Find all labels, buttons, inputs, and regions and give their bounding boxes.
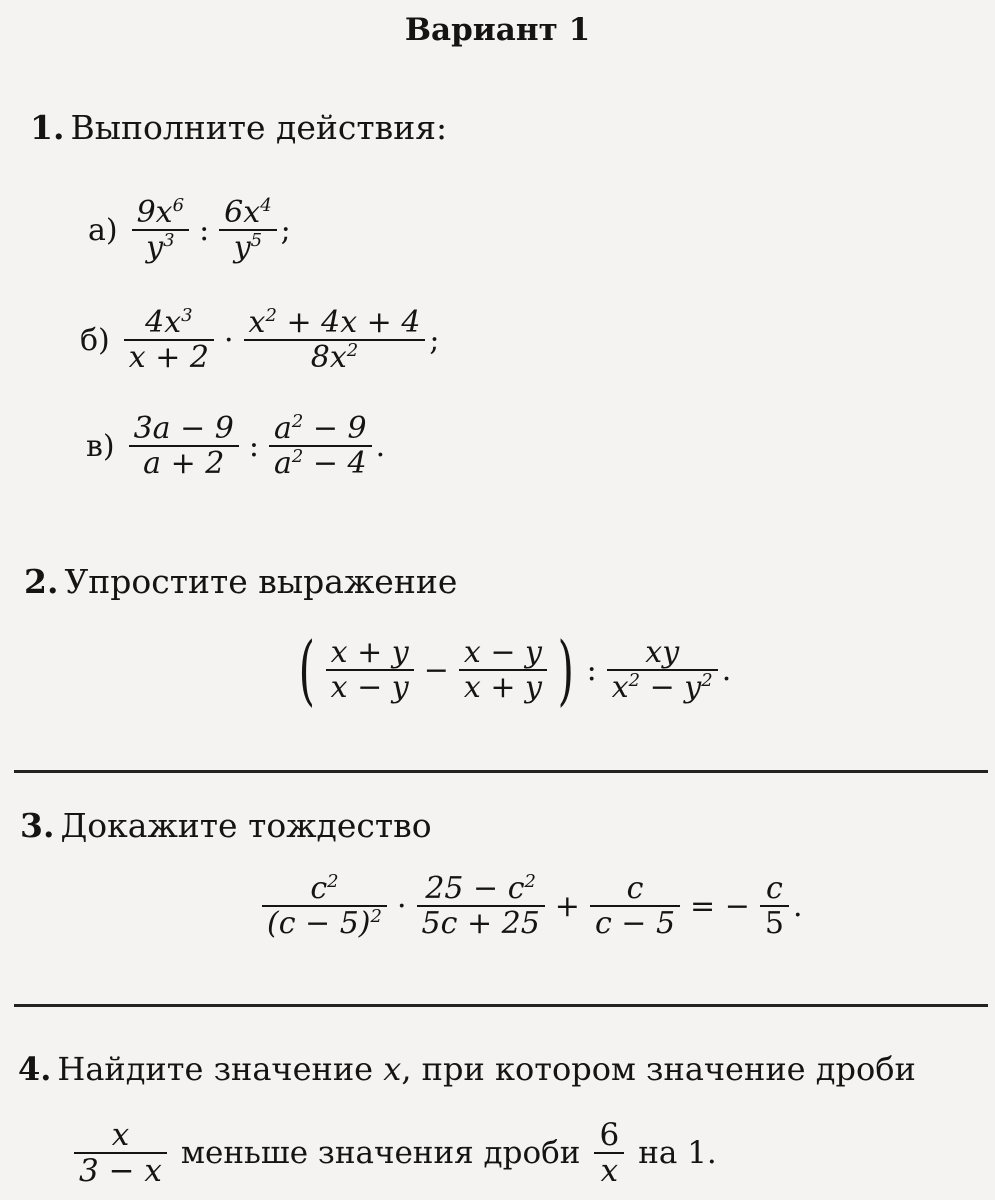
task3-text: Докажите тождество <box>60 806 432 845</box>
fraction: $\frac{a^2 - 9}{a^2 - 4}$ <box>269 412 372 480</box>
left-paren: ( <box>298 625 315 714</box>
task4-tail-text: на 1. <box>638 1135 717 1172</box>
divider <box>14 1004 988 1007</box>
task4-text-1: Найдите значение <box>57 1050 384 1088</box>
plus-sign: + <box>554 888 580 924</box>
task4-number: 4. <box>18 1050 52 1088</box>
item-b-label: б) <box>80 322 110 358</box>
task3-header <box>20 806 432 845</box>
task3-expression <box>258 872 803 940</box>
task3-number: 3. <box>20 806 55 845</box>
right-paren: ) <box>557 625 574 714</box>
fraction: $\frac{9x^6}{y^3}$ <box>132 196 189 264</box>
task4-mid-text: меньше значения дроби <box>180 1135 581 1172</box>
item-a-label: а) <box>88 212 118 248</box>
fraction: $\frac{c}{c - 5}$ <box>590 872 680 940</box>
fraction: $\frac{x - y}{x + y}$ <box>459 636 547 704</box>
task2-text: Упростите выражение <box>64 562 458 601</box>
divide-sign: : <box>586 652 597 688</box>
minus-sign: − <box>423 652 449 688</box>
end-punct: ; <box>280 212 291 248</box>
divider <box>14 770 988 773</box>
task1-number: 1. <box>30 108 65 147</box>
divide-sign: : <box>199 212 210 248</box>
multiply-dot: · <box>223 322 234 358</box>
multiply-dot: · <box>396 888 407 924</box>
fraction: $\frac{x + y}{x - y}$ <box>326 636 414 704</box>
fraction: $\frac{xy}{x^2 - y^2}$ <box>607 636 718 704</box>
end-punct: . <box>375 428 386 464</box>
task4-variable: x <box>383 1050 402 1088</box>
fraction: $\frac{x}{3 - x}$ <box>74 1118 167 1188</box>
fraction: $\frac{25 - c^2}{5c + 25}$ <box>417 872 545 940</box>
variant-title: Вариант 1 <box>404 12 591 48</box>
task1-item-b <box>80 306 440 374</box>
fraction: $\frac{x^2 + 4x + 4}{8x^2}$ <box>244 306 426 374</box>
fraction: $\frac{3a - 9}{a + 2}$ <box>129 412 239 480</box>
fraction: $\frac{c}{5}$ <box>760 872 789 940</box>
fraction: $\frac{6x^4}{y^5}$ <box>219 196 276 264</box>
divide-sign: : <box>248 428 259 464</box>
item-v-label: в) <box>86 428 115 464</box>
end-punct: . <box>721 652 732 688</box>
task1-text: Выполните действия: <box>70 108 448 147</box>
task2-expression <box>292 625 732 714</box>
task4-header <box>18 1050 916 1088</box>
end-punct: ; <box>429 322 440 358</box>
fraction: $\frac{4x^3}{x + 2}$ <box>124 306 214 374</box>
task1-item-v <box>86 412 385 480</box>
task2-number: 2. <box>24 562 59 601</box>
task1-item-a <box>88 196 291 264</box>
task1-header <box>30 108 447 147</box>
equals-minus: = − <box>690 888 750 924</box>
task4-expression <box>70 1118 717 1188</box>
task4-text-2: , при котором значение дроби <box>401 1050 916 1088</box>
end-punct: . <box>792 888 803 924</box>
task2-header <box>24 562 457 601</box>
fraction: $\frac{6}{x}$ <box>594 1118 624 1188</box>
fraction: $\frac{c^2}{(c - 5)^2}$ <box>262 872 387 940</box>
